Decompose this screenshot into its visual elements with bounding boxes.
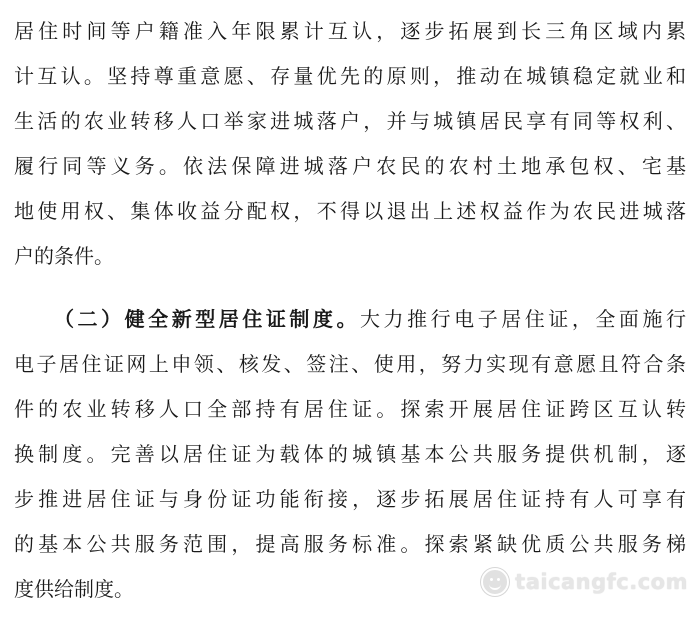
paragraph-2-line-7: 度供给制度。 [14,577,134,601]
paragraph-2-line-6: 的基本公共服务范围，提高服务标准。探索紧缺优质公共服务梯 [14,532,686,556]
paragraph-1-line-1: 居住时间等户籍准入年限累计互认，逐步拓展到长三角区域内累 [14,19,686,43]
paragraph-2-line-4: 换制度。完善以居住证为载体的城镇基本公共服务提供机制，逐 [14,442,686,466]
paragraph-2-line-1-text: 大力推行电子居住证，全面施行 [360,307,686,331]
section-heading: （二）健全新型居住证制度。 [54,307,360,331]
site-watermark [481,568,688,596]
smiley-logo-icon [481,568,509,596]
paragraph-2-line-3: 件的农业转移人口全部持有居住证。探索开展居住证跨区互认转 [14,397,686,421]
paragraph-2-line-1 [54,299,686,339]
paragraph-2-line-5: 步推进居住证与身份证功能衔接，逐步拓展居住证持有人可享有 [14,487,686,511]
paragraph-1-line-3: 生活的农业转移人口举家进城落户，并与城镇居民享有同等权利、 [14,109,686,133]
paragraph-1-line-4: 履行同等义务。依法保障进城落户农民的农村土地承包权、宅基 [14,154,686,178]
paragraph-1-line-5: 地使用权、集体收益分配权，不得以退出上述权益作为农民进城落 [14,199,686,223]
watermark-text: taicangfc.com [515,570,688,594]
paragraph-2-line-2: 电子居住证网上申领、核发、签注、使用，努力实现有意愿且符合条 [14,352,686,376]
paragraph-1-line-6: 户的条件。 [14,244,114,268]
paragraph-1-line-2: 计互认。坚持尊重意愿、存量优先的原则，推动在城镇稳定就业和 [14,64,686,88]
